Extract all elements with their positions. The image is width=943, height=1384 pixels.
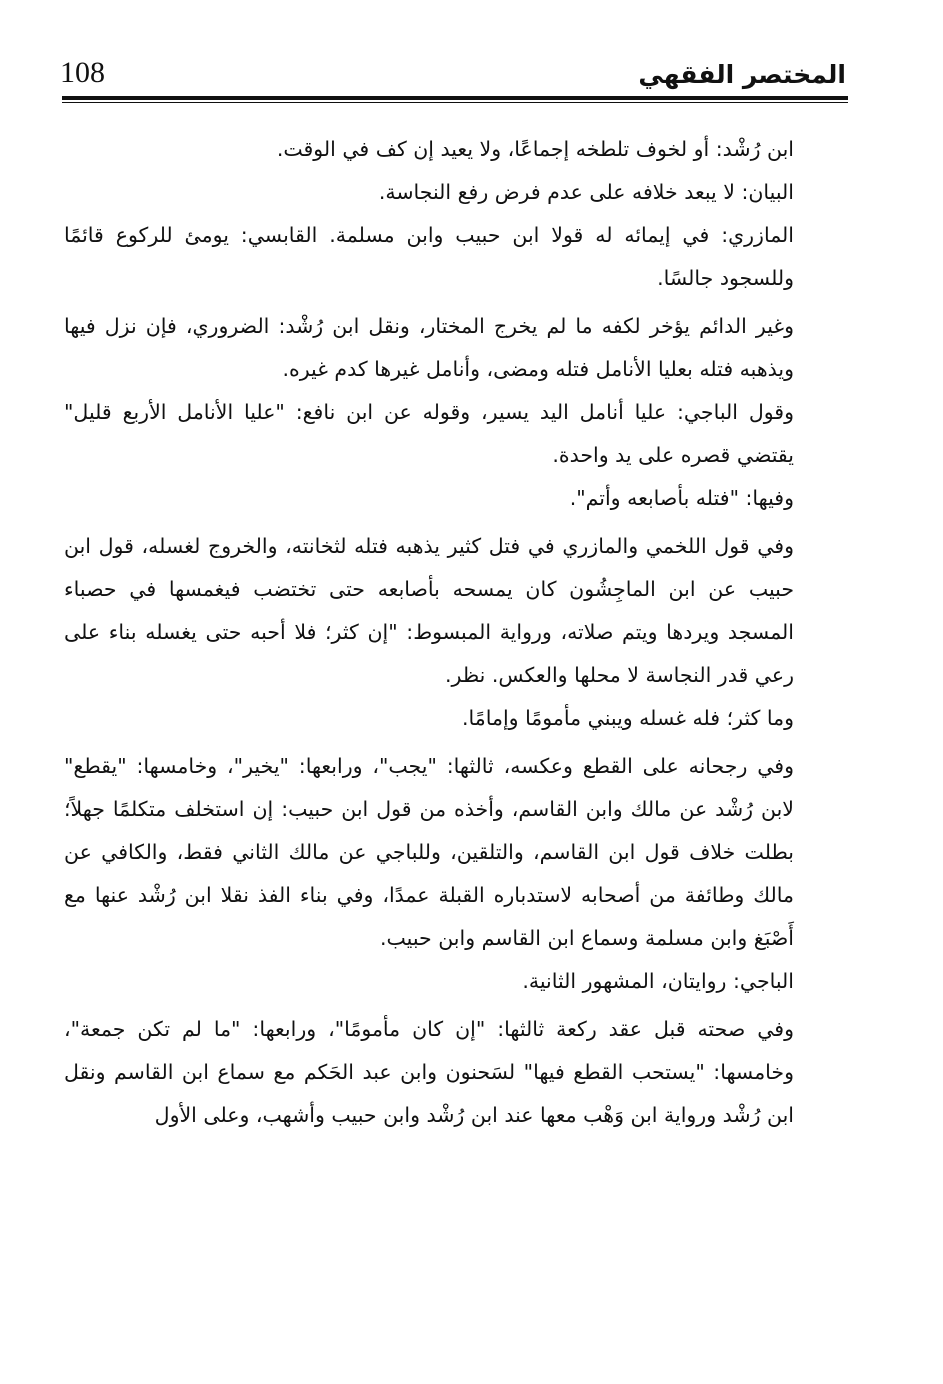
running-title: المختصر الفقهي xyxy=(638,60,846,89)
paragraph: ابن رُشْد: أو لخوف تلطخه إجماعًا، ولا يعيد إن كف في الوقت. xyxy=(276,137,794,161)
page-header xyxy=(60,56,846,90)
paragraph: وفي رجحانه على القطع وعكسه، ثالثها: "يجب"، ورابعها: "يخير"، وخامسها: "يقطع" لابن رُشْد عن مالك وابن القاسم، وأخذه من قول ابن حبيب: إن استخلف متكلمًا جهلاً؛ بطلت خلاف قول ابن القاسم، والتلقين، وللباجي عن مالك الثاني فقط، والكافي عن مالك وطائفة من أصحابه لاستدباره القبلة عمدًا، وفي بناء الفذ نقلا ابن رُشْد عنها مع أَصْبَغ وابن مسلمة وسماع ابن القاسم وابن حبيب. xyxy=(64,754,794,950)
paragraph: وما كثر؛ فله غسله ويبني مأمومًا وإمامًا. xyxy=(461,706,794,730)
paragraph: وغير الدائم يؤخر لكفه ما لم يخرج المختار، ونقل ابن رُشْد: الضروري، فإن نزل فيها ويذهبه فتله بعليا الأنامل فتله ومضى، وأنامل غيرها كدم غيره. xyxy=(64,314,794,381)
paragraph: البيان: لا يبعد خلافه على عدم فرض رفع النجاسة. xyxy=(378,180,794,204)
paragraph: وفي قول اللخمي والمازري في فتل كثير يذهبه فتله لثخانته، والخروج لغسله، قول ابن حبيب عن ابن الماجِشُون كان يمسحه بأصابعه حتى تختضب فيغمسها في حصباء المسجد ويردها ويتم صلاته، ورواية المبسوط: "إن كثر؛ فلا أحبه حتى يغسله بناء على رعي قدر النجاسة لا محلها والعكس. نظر. xyxy=(64,534,794,687)
paragraph: وفي صحته قبل عقد ركعة ثالثها: "إن كان مأمومًا"، ورابعها: "ما لم تكن جمعة"، وخامسها: "يستحب القطع فيها" لسَحنون وابن عبد الحَكم مع سماع ابن القاسم ونقل ابن رُشْد ورواية ابن وَهْب معها عند ابن رُشْد وابن حبيب وأشهب، وعلى الأول xyxy=(64,1017,794,1127)
paragraph: المازري: في إيمائه له قولا ابن حبيب وابن مسلمة. القابسي: يومئ للركوع قائمًا وللسجود جالسًا. xyxy=(64,223,794,290)
header-rule-thin xyxy=(62,102,848,103)
page-number: 108 xyxy=(60,56,105,89)
header-rule-thick xyxy=(62,96,848,100)
paragraph: وفيها: "فتله بأصابعه وأتم". xyxy=(569,486,794,510)
paragraph: الباجي: روايتان، المشهور الثانية. xyxy=(522,969,794,993)
paragraph: وقول الباجي: عليا أنامل اليد يسير، وقوله عن ابن نافع: "عليا الأنامل الأربع قليل" يقتضي قصره على يد واحدة. xyxy=(64,400,794,467)
body-text xyxy=(64,128,846,1137)
